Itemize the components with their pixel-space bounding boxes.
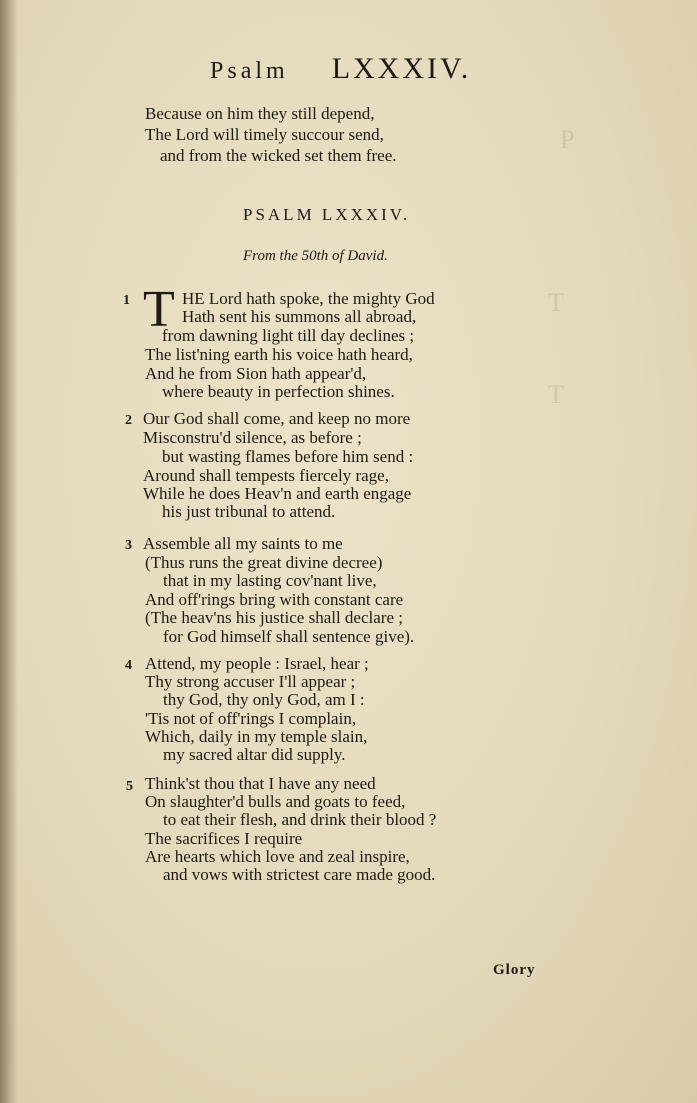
verse-line: and vows with strictest care made good.	[163, 865, 436, 884]
verse-line: where beauty in perfection shines.	[162, 382, 395, 401]
show-through-mark: P	[560, 125, 575, 154]
running-head-word: Psalm	[210, 58, 289, 84]
verse-line: Attend, my people : Israel, hear ;	[145, 654, 369, 673]
stanza-number: 1	[123, 293, 130, 308]
running-head	[210, 52, 510, 86]
show-through-mark: T	[548, 288, 564, 317]
verse-line: Hath sent his summons all abroad,	[182, 307, 417, 326]
stanza-number: 2	[125, 413, 132, 428]
verse-line: Because on him they still depend,	[145, 104, 375, 123]
verse-line: And he from Sion hath appear'd,	[145, 364, 367, 383]
stanza-number: 5	[126, 779, 133, 794]
verse-line: 'Tis not of off'rings I complain,	[145, 709, 357, 728]
show-through-mark: T	[548, 380, 564, 409]
verse-line: to eat their flesh, and drink their blood ?	[163, 810, 437, 829]
verse-line: Which, daily in my temple slain,	[145, 727, 368, 746]
verse-line: that in my lasting cov'nant live,	[163, 571, 377, 590]
verse-line: for God himself shall sentence give).	[163, 627, 415, 646]
verse-line: While he does Heav'n and earth engage	[143, 484, 412, 503]
drop-cap: T	[143, 281, 175, 338]
verse-line: Are hearts which love and zeal inspire,	[145, 847, 410, 866]
verse-line: The list'ning earth his voice hath heard,	[145, 345, 413, 364]
verse-line: Thy strong accuser I'll appear ;	[145, 672, 356, 691]
verse-line: Think'st thou that I have any need	[145, 774, 376, 793]
verse-line: Our God shall come, and keep no more	[143, 409, 411, 428]
catchword: Glory	[493, 962, 536, 978]
verse-line: (The heav'ns his justice shall declare ;	[145, 608, 403, 627]
psalm-subtitle: From the 50th of David.	[243, 248, 388, 264]
verse-line: Misconstru'd silence, as before ;	[143, 428, 362, 447]
page-binding-edge	[0, 0, 18, 1103]
verse-line: The Lord will timely succour send,	[145, 125, 384, 144]
verse-line: my sacred altar did supply.	[163, 745, 346, 764]
verse-line: his just tribunal to attend.	[162, 502, 336, 521]
running-head-numeral: LXXXIV.	[331, 52, 472, 85]
verse-line: Around shall tempests fiercely rage,	[143, 466, 389, 485]
stanza-number: 3	[125, 538, 132, 553]
verse-line: thy God, thy only God, am I :	[163, 690, 365, 709]
verse-line: On slaughter'd bulls and goats to feed,	[145, 792, 406, 811]
verse-line: (Thus runs the great divine decree)	[145, 553, 383, 572]
psalm-title: PSALM LXXXIV.	[243, 205, 411, 224]
verse-line: The sacrifices I require	[145, 829, 303, 848]
verse-line: And off'rings bring with constant care	[145, 590, 404, 609]
stanza-number: 4	[125, 658, 132, 673]
verse-line: Assemble all my saints to me	[143, 534, 343, 553]
verse-line: but wasting flames before him send :	[162, 447, 414, 466]
verse-line: and from the wicked set them free.	[160, 146, 397, 165]
verse-line: from dawning light till day declines ;	[162, 326, 415, 345]
verse-line: HE Lord hath spoke, the mighty God	[182, 289, 435, 308]
